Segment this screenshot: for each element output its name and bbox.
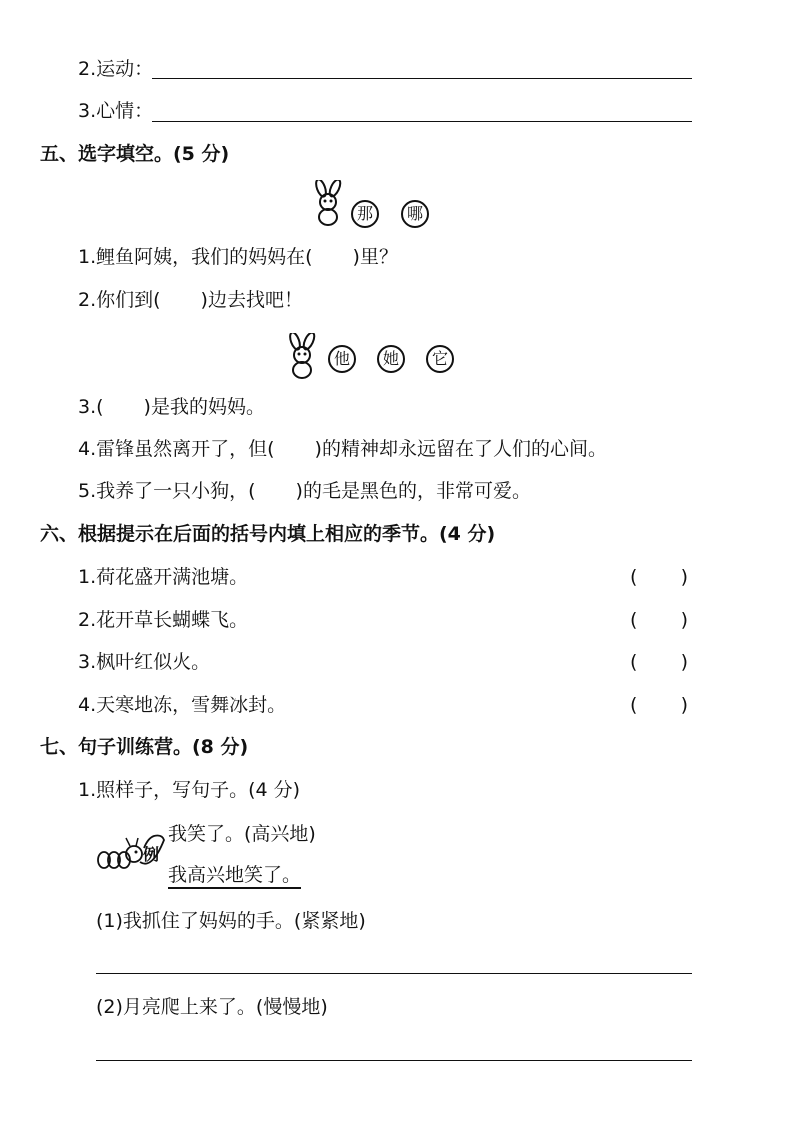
season-answer-paren-2[interactable]: ( ) bbox=[630, 609, 688, 631]
char-choice-circle: 哪 bbox=[401, 200, 429, 228]
season-answer-paren-1[interactable]: ( ) bbox=[630, 566, 688, 588]
section-7-question-2: (2)月亮爬上来了。(慢慢地) bbox=[96, 996, 328, 1018]
item-3-after: )是我的妈妈。 bbox=[143, 396, 265, 418]
season-answer-paren-3[interactable]: ( ) bbox=[630, 651, 688, 673]
question-1-answer-line[interactable] bbox=[96, 973, 692, 974]
section-5-item-1 bbox=[78, 248, 398, 267]
question-2-answer-line[interactable] bbox=[96, 1060, 692, 1061]
rabbit-icon bbox=[282, 333, 324, 379]
char-choice-circle: 他 bbox=[328, 345, 356, 373]
q4-item-3-label: 3.心情： bbox=[78, 100, 154, 122]
item-2-before: 2.你们到( bbox=[78, 289, 161, 311]
section-6-item-4: 4.天寒地冻，雪舞冰封。 bbox=[78, 694, 287, 716]
item-5-after: )的毛是黑色的，非常可爱。 bbox=[295, 480, 531, 502]
example-sentence-rewritten: 我高兴地笑了。 bbox=[168, 866, 301, 889]
q4-item-2-label: 2.运动： bbox=[78, 58, 154, 80]
section-7-sub-1: 1.照样子，写句子。(4 分) bbox=[78, 779, 301, 801]
section-5-item-3 bbox=[78, 398, 265, 417]
section-5-title: 五、选字填空。(5 分) bbox=[40, 143, 230, 165]
item-4-after: )的精神却永远留在了人们的心间。 bbox=[314, 438, 607, 460]
item-4-before: 4.雷锋虽然离开了，但( bbox=[78, 438, 275, 460]
item-3-before: 3.( bbox=[78, 396, 104, 418]
section-7-question-1: (1)我抓住了妈妈的手。(紧紧地) bbox=[96, 910, 366, 932]
season-answer-paren-4[interactable]: ( ) bbox=[630, 694, 688, 716]
section-6-item-3: 3.枫叶红似火。 bbox=[78, 651, 211, 673]
q4-item-2-answer-line[interactable] bbox=[152, 78, 692, 79]
char-choice-circle: 那 bbox=[351, 200, 379, 228]
char-choice-circle: 她 bbox=[377, 345, 405, 373]
section-6-item-2: 2.花开草长蝴蝶飞。 bbox=[78, 609, 249, 631]
section-7-title: 七、句子训练营。(8 分) bbox=[40, 736, 249, 758]
item-5-before: 5.我养了一只小狗，( bbox=[78, 480, 256, 502]
section-5-item-4 bbox=[78, 440, 607, 459]
rabbit-icon bbox=[308, 180, 350, 226]
item-1-after: )里？ bbox=[352, 246, 398, 268]
item-1-before: 1.鲤鱼阿姨，我们的妈妈在( bbox=[78, 246, 313, 268]
char-choice-circle: 它 bbox=[426, 345, 454, 373]
section-6-item-1: 1.荷花盛开满池塘。 bbox=[78, 566, 249, 588]
q4-item-3-answer-line[interactable] bbox=[152, 121, 692, 122]
item-2-after: )边去找吧！ bbox=[200, 289, 303, 311]
section-5-item-2 bbox=[78, 291, 303, 310]
example-badge: 例 bbox=[143, 845, 160, 864]
section-6-title: 六、根据提示在后面的括号内填上相应的季节。(4 分) bbox=[40, 523, 496, 545]
section-5-item-5 bbox=[78, 482, 531, 501]
example-sentence-original: 我笑了。(高兴地) bbox=[168, 823, 316, 845]
